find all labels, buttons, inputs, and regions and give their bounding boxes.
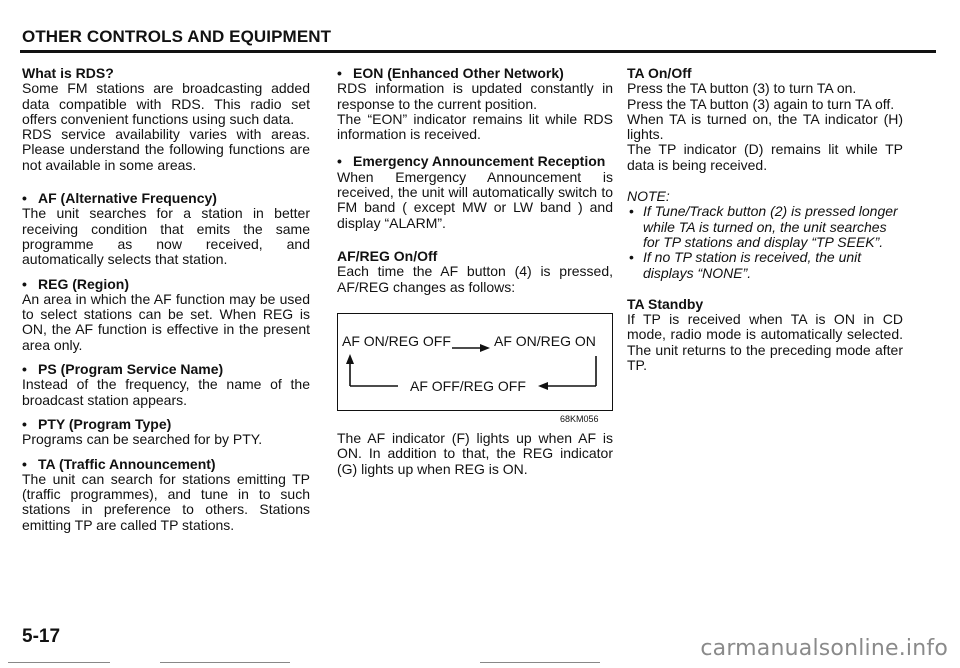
page-number: 5-17 bbox=[22, 626, 61, 647]
column-middle bbox=[337, 66, 613, 295]
ta-title-text: TA (Traffic Announcement) bbox=[38, 455, 216, 472]
state-af-on-reg-off: AF ON/REG OFF bbox=[342, 333, 451, 349]
afreg-text: Each time the AF button (4) is pressed, AF/REG changes as follows: bbox=[337, 263, 613, 295]
diagram-code: 68KM056 bbox=[560, 414, 599, 424]
indicator-text: The AF indicator (F) lights up when AF is ON. In addition to that, the REG indicator (G) lights up when REG is ON. bbox=[337, 430, 613, 477]
state-af-off-reg-off: AF OFF/REG OFF bbox=[410, 378, 526, 394]
afreg-cycle-diagram bbox=[337, 313, 613, 411]
footer-line-2 bbox=[160, 662, 290, 663]
bullet-ta-title: • TA (Traffic Announcement) bbox=[22, 455, 216, 472]
arrow-c-to-a-head bbox=[346, 354, 354, 364]
ta-onoff-title: TA On/Off bbox=[627, 65, 692, 81]
what-is-rds-text-1: Some FM stations are broadcasting added data compatible with RDS. This radio set offers convenient functions using such data. bbox=[22, 80, 310, 127]
diagram-arrows bbox=[338, 314, 614, 412]
note-item-1: • If Tune/Track button (2) is pressed longer while TA is turned on, the unit searches for TP stations and display “TP SEEK”. bbox=[627, 204, 903, 250]
ps-text: Instead of the frequency, the name of the broadcast station appears. bbox=[22, 376, 310, 408]
ta-onoff-text-4: The TP indicator (D) remains lit while TP data is being received. bbox=[627, 141, 903, 173]
bullet-eon-title: • EON (Enhanced Other Network) bbox=[337, 65, 564, 81]
arrow-b-to-c-head bbox=[538, 382, 548, 390]
eon-text-2: The “EON” indicator remains lit while RDS information is received. bbox=[337, 110, 613, 143]
column-right bbox=[627, 66, 903, 373]
af-text: The unit searches for a station in better receiving condition that emits the same programme as now received, and automatically selects that station. bbox=[22, 205, 310, 268]
bullet-pty-title: • PTY (Program Type) bbox=[22, 415, 172, 432]
bullet-ps-title: • PS (Program Service Name) bbox=[22, 361, 224, 378]
ps-title-text: PS (Program Service Name) bbox=[38, 361, 224, 378]
bullet-af-title: • AF (Alternative Frequency) bbox=[22, 190, 217, 207]
reg-text: An area in which the AF function may be used to select stations can be set. When REG is ON, the AF function is effective in the present area only. bbox=[22, 290, 310, 353]
footer-line-3 bbox=[480, 662, 600, 663]
note-item-2: • If no TP station is received, the unit displays “NONE”. bbox=[627, 250, 903, 281]
ta-standby-title: TA Standby bbox=[627, 295, 704, 312]
bullet-emergency-title: • Emergency Announcement Reception bbox=[337, 153, 606, 170]
eon-title-text: EON (Enhanced Other Network) bbox=[353, 65, 564, 81]
ta-onoff-text-2: Press the TA button (3) again to turn TA off. bbox=[627, 95, 895, 112]
what-is-rds-text-2: RDS service availability varies with areas. Please understand the following functions are not available in some areas. bbox=[22, 126, 310, 173]
emergency-title-text: Emergency Announcement Reception bbox=[353, 153, 606, 170]
page-header-title: OTHER CONTROLS AND EQUIPMENT bbox=[22, 27, 332, 46]
state-af-on-reg-on: AF ON/REG ON bbox=[494, 333, 596, 349]
af-title-text: AF (Alternative Frequency) bbox=[38, 190, 217, 207]
ta-onoff-text-1: Press the TA button (3) to turn TA on. bbox=[627, 80, 857, 97]
bullet-reg-title: • REG (Region) bbox=[22, 275, 129, 292]
ta-onoff-text-3: When TA is turned on, the TA indicator (H) lights. bbox=[627, 110, 903, 143]
note-label: NOTE: bbox=[627, 188, 670, 205]
pty-text: Programs can be searched for by PTY. bbox=[22, 431, 263, 448]
eon-text-1: RDS information is updated constantly in response to the current position. bbox=[337, 80, 613, 112]
ta-standby-text: If TP is received when TA is ON in CD mode, radio mode is automatically selected. The unit returns to the preceding mode after TP. bbox=[627, 311, 903, 374]
column-middle-lower bbox=[337, 431, 613, 477]
watermark: carmanualsonline.info bbox=[700, 636, 948, 661]
column-left bbox=[22, 66, 310, 533]
footer-line-1 bbox=[8, 662, 110, 663]
arrow-a-to-b-head bbox=[480, 344, 490, 352]
header-rule bbox=[20, 50, 936, 53]
emergency-text: When Emergency Announcement is received, the unit will automatically switch to FM band ( except MW or LW band ) and display “ALARM”. bbox=[337, 168, 613, 231]
reg-title-text: REG (Region) bbox=[38, 275, 129, 292]
pty-title-text: PTY (Program Type) bbox=[38, 415, 172, 432]
afreg-title: AF/REG On/Off bbox=[337, 247, 438, 264]
ta-text: The unit can search for stations emitting TP (traffic programmes), and tune in to such stations in preference to others. Stations emitting TP are called TP stations. bbox=[22, 470, 310, 533]
section-title-what-is-rds: What is RDS? bbox=[22, 65, 114, 81]
